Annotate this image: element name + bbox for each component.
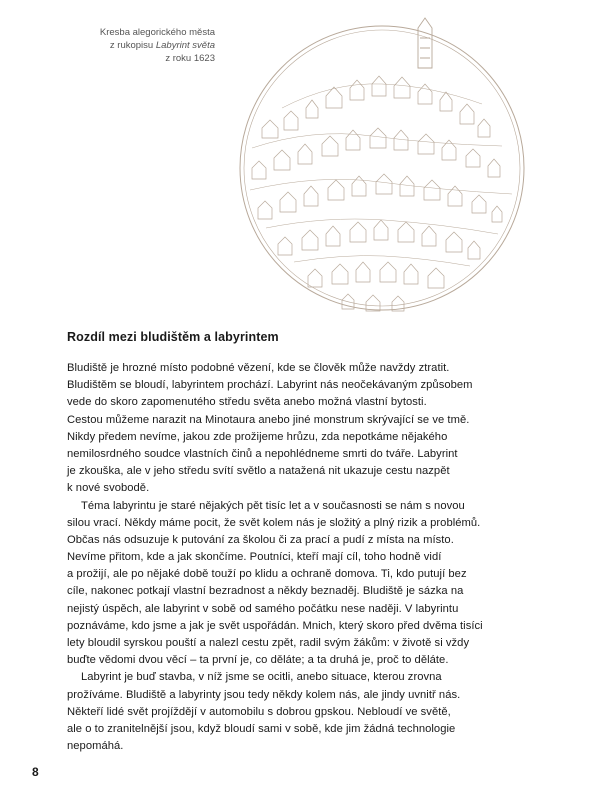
allegorical-city-illustration [222, 8, 542, 328]
text-line: Někteří lidé svět projíždějí v automobilu s dobrou gpskou. Nebloudí ve světě, [67, 705, 451, 718]
text-line: a prožijí, ale po nějaké době touží po klidu a ochraně domova. Ti, kdo putují bez [67, 568, 467, 581]
city-outer-ring [240, 26, 524, 310]
caption-prefix: z rukopisu [109, 40, 156, 51]
city-inner-ring [244, 30, 520, 306]
page-number: 8 [32, 765, 39, 779]
text-line: prožíváme. Bludiště a labyrinty jsou tedy někdy kolem nás, ale jindy uvnitř nás. [67, 688, 461, 701]
illustration-caption [15, 26, 215, 65]
text-line: nepomáhá. [67, 740, 124, 753]
text-line: Nikdy předem nevíme, jakou zde prožijeme hrůzu, zda nepotkáme nějakého [67, 430, 448, 443]
text-line: lety bloudil syrskou pouští a nalezl cestu zpět, radil svým žákům: v životě si vždy [67, 637, 470, 649]
text-line: vede do skoro zapomenutého středu světa anebo možná vlastní bytosti. [67, 396, 427, 409]
text-line: Labyrint je buď stavba, v níž jsme se ocitli, anebo situace, kterou zrovna [81, 671, 442, 684]
city-tower [418, 18, 432, 68]
paragraph [67, 498, 487, 670]
text-line: je zkouška, ale v jeho středu svítí světlo a natažená nit ukazuje cestu nazpět [67, 465, 450, 478]
text-line: poznáváme, kdo jsme a jak je svět uspořádán. Mnich, který skoro před dvěma tisíci [67, 619, 483, 632]
text-line: nejistý úspěch, ale labyrint v sobě od samého počátku nese naději. V labyrintu [67, 602, 459, 615]
paragraph [67, 360, 487, 498]
section-heading: Rozdíl mezi bludištěm a labyrintem [67, 330, 279, 344]
caption-line-3: z roku 1623 [165, 53, 215, 64]
city-streets [250, 84, 512, 266]
caption-line-2 [15, 39, 215, 52]
text-line: Nevíme přitom, kde a jak skončíme. Poutníci, kteří mají cíl, toho hodně vidí [67, 551, 442, 564]
text-line: Občas nás odsuzuje k putování za školou či za prací a pudí z místa na místo. [67, 533, 454, 546]
text-line: Téma labyrintu je staré nějakých pět tisíc let a v současnosti se nám s novou [81, 499, 465, 512]
text-line: ale o to zranitelnější jsou, když bloudí sami v sobě, kde jim žádná technologie [67, 722, 456, 735]
text-line: Bludiště je hrozné místo podobné vězení, kde se člověk může navždy ztratit. [67, 362, 450, 374]
text-line: k nové svobodě. [67, 482, 150, 495]
paragraph [67, 669, 487, 755]
text-line: silou vrací. Někdy máme pocit, že svět kolem nás je složitý a plný rizik a problémů. [67, 516, 481, 529]
text-line: buďte vědomi dvou věcí – ta první je, co děláte; a ta druhá je, proč to děláte. [67, 654, 449, 667]
text-line: Bludištěm se bloudí, labyrintem prochází. Labyrint nás neočekávaným způsobem [67, 379, 473, 392]
caption-book-title: Labyrint světa [155, 40, 215, 51]
text-line: Cestou můžeme narazit na Minotaura anebo jiné monstrum skrývající se ve tmě. [67, 413, 470, 426]
body-text [67, 360, 487, 755]
text-line: nemilosrdného soudce vlastních činů a nepohlédneme smrti do tváře. Labyrint [67, 447, 458, 460]
text-line: cíle, nakonec potkají vlastní bezradnost a někdy beznaděj. Bludiště je sázka na [67, 585, 464, 598]
caption-line-1: Kresba alegorického města [99, 27, 215, 38]
